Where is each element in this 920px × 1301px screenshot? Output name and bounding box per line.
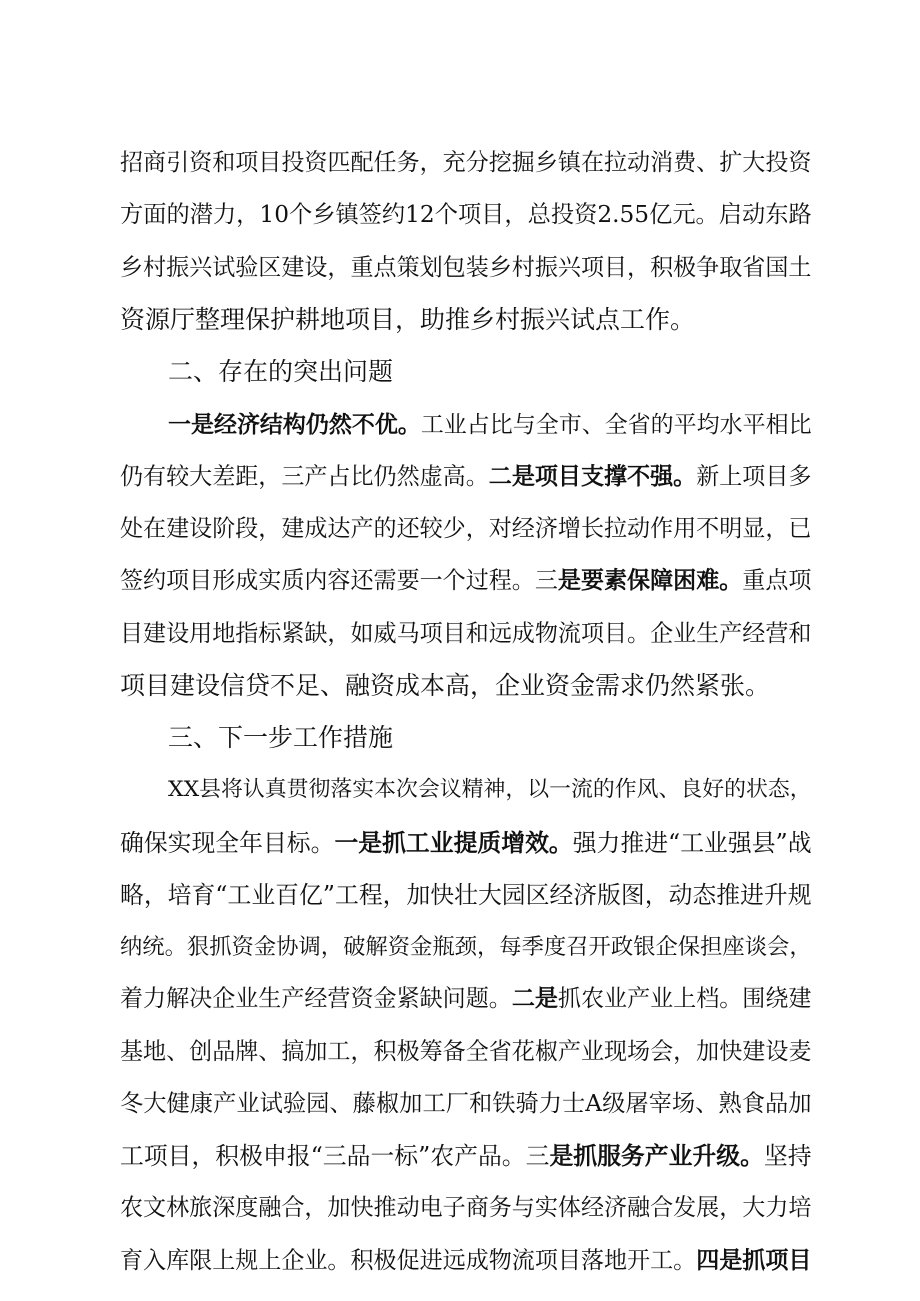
text-run: 目建设用地指标紧缺，如威马项目和远成物流项目。企业生产经营和 — [120, 621, 812, 647]
text-run: 二、存在的突出问题 — [168, 357, 394, 386]
text-run: 三、下一步工作措施 — [168, 723, 394, 752]
text-run: 招商引资和项目投资匹配任务，充分挖掘乡镇在拉动消费、扩大投资 — [120, 150, 812, 176]
text-run: 方面的潜力，10个乡镇签约12个项目，总投资2.55亿元。启动东路 — [120, 201, 812, 228]
text-line — [168, 410, 812, 440]
text-line — [120, 1141, 812, 1171]
bold-phrase: 一是经济结构仍然不优。 — [168, 411, 421, 438]
text-line — [120, 305, 695, 335]
text-run: 乡村振兴试验区建设，重点策划包装乡村振兴项目，积极争取省国土 — [120, 255, 812, 281]
text-run: 资源厅整理保护耕地项目，助推乡村振兴试点工作。 — [120, 305, 696, 334]
text-run: 坚持 — [763, 1142, 812, 1170]
text-line — [120, 828, 812, 858]
text-line — [120, 932, 812, 962]
text-line — [120, 1037, 811, 1067]
text-run: 工业占比与全市、全省的平均水平相比 — [420, 412, 812, 438]
text-line — [120, 880, 812, 910]
text-run: 重点项 — [742, 568, 812, 594]
text-line — [168, 775, 812, 805]
text-line — [168, 357, 393, 387]
text-line — [120, 1089, 812, 1119]
text-line — [120, 148, 811, 178]
text-line — [120, 253, 811, 283]
text-run: 农文林旅深度融合，加快推动电子商务与实体经济融合发展，大力培 — [120, 1195, 812, 1221]
text-run: 强力推进“工业强县”战 — [572, 829, 812, 857]
text-line — [120, 200, 812, 230]
bold-phrase: 四是抓项目 — [696, 1247, 812, 1274]
text-run: 略，培育“工业百亿”工程，加快壮大园区经济版图，动态推进升规 — [120, 881, 812, 909]
text-line — [120, 566, 811, 596]
bold-phrase: 二是 — [511, 985, 558, 1012]
text-run: 仍有较大差距，三产占比仍然虚高。 — [120, 464, 489, 490]
bold-phrase: 是抓服务产业升级。 — [549, 1142, 764, 1170]
text-run: 签约项目形成实质内容还需要一个过程。三 — [120, 568, 558, 594]
text-line — [120, 1193, 811, 1223]
text-run: 着力解决企业生产经营资金紧缺问题。 — [120, 986, 512, 1012]
text-run: 新上项目多 — [696, 464, 812, 490]
text-line — [120, 984, 811, 1014]
text-run: 确保实现全年目标。 — [120, 829, 335, 857]
text-run: 项目建设信贷不足、融资成本高，企业资金需求仍然紧张。 — [120, 671, 771, 700]
text-run: 基地、创品牌、搞加工，积极筹备全省花椒产业现场会，加快建设麦 — [120, 1039, 812, 1065]
bold-phrase: 是要素保障困难。 — [557, 567, 743, 594]
text-run: 抓农业产业上档。围绕建 — [557, 986, 812, 1012]
text-line — [120, 1246, 811, 1276]
text-run: 工项目，积极申报“三品一标”农产品。三 — [120, 1142, 550, 1170]
bold-phrase: 一是抓工业提质增效。 — [334, 829, 573, 857]
text-run: 育入库限上规上企业。积极促进远成物流项目落地开工。 — [120, 1248, 697, 1274]
text-run: 纳统。狠抓资金协调，破解资金瓶颈，每季度召开政银企保担座谈会， — [120, 934, 812, 960]
text-line — [168, 723, 393, 753]
text-run: XX县将认真贯彻落实本次会议精神，以一流的作风、良好的状态， — [168, 777, 812, 802]
text-line — [120, 514, 811, 544]
text-line — [120, 671, 770, 701]
text-line — [120, 619, 811, 649]
text-run: 处在建设阶段，建成达产的还较少，对经济增长拉动作用不明显，已 — [120, 516, 812, 542]
bold-phrase: 二是项目支撑不强。 — [488, 463, 697, 490]
text-line — [120, 462, 811, 492]
text-run: 冬大健康产业试验园、藤椒加工厂和铁骑力士A级屠宰场、熟食品加 — [120, 1090, 812, 1117]
